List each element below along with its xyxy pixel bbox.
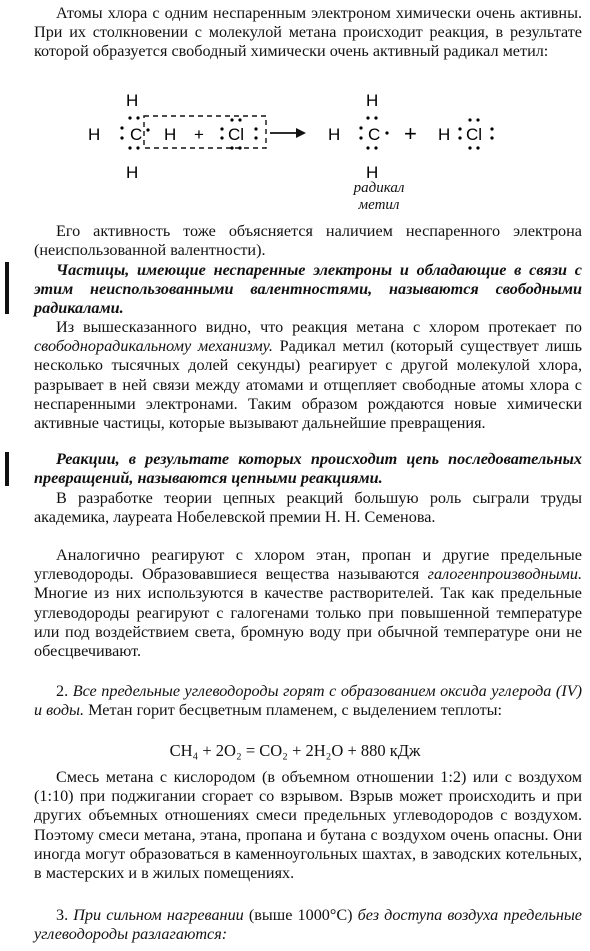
- methyl-c: C: [368, 125, 381, 144]
- methane-c: C: [130, 125, 143, 144]
- paragraph-explosion: Смесь метана с кислородом (в объемном отношении 1:2) или с воздухом (1:10) при поджигании сгорает со взрывом. Взрыв может происходить и при других объемных отношениях смеси предельных углеводородов с воздухом. Поэтому смеси метана, этана, пропана и бутана с воздухом очень опасны. Они иногда могут образоваться в каменноугольных шахтах, в заводских котельных, в мастерских и в жилых помещениях.: [34, 768, 582, 883]
- electron-dot: [136, 146, 139, 149]
- electron-dot: [136, 116, 139, 119]
- methyl-radical-caption: [344, 180, 414, 214]
- paragraph-halogen-derivatives: [34, 546, 582, 661]
- hcl-h: H: [438, 125, 451, 144]
- methyl-h-bottom: H: [366, 163, 379, 182]
- electron-dot: [468, 146, 471, 149]
- electron-dot: [220, 127, 223, 130]
- electron-dot: [120, 126, 123, 129]
- reaction-dashed-box: [144, 116, 266, 148]
- definition-chain-reactions: Реакции, в результате которых происходит цепь последовательных превращений, называются цепными реакциями.: [34, 450, 582, 488]
- electron-dot: [359, 136, 362, 139]
- definition-marker-bar: [5, 262, 9, 314]
- electron-dot: [238, 146, 241, 149]
- electron-dot: [385, 131, 388, 134]
- hcl-cl: Cl: [466, 125, 483, 144]
- electron-dot: [468, 118, 471, 121]
- paragraph-combustion: [34, 682, 582, 720]
- definition-free-radicals: Частицы, имеющие неспаренные электроны и обладающие в связи с этим неиспользованными валентностями, называются свободными радикалами.: [34, 261, 582, 318]
- combustion-statement: Все предельные углеводороды горят с образованием оксида углерода (IV) и воды.: [34, 682, 582, 720]
- combustion-text: Метан горит бесцветным пламенем, с выделением теплоты:: [84, 701, 503, 720]
- electron-dot: [374, 146, 377, 149]
- mechanism-text-a: Из вышесказанного видно, что реакция метана с хлором протекает по: [56, 318, 582, 336]
- methyl-h-top: H: [366, 91, 379, 110]
- electron-dot: [490, 127, 493, 130]
- reaction-arrow-head: [296, 128, 306, 138]
- decomp-condition: При сильном нагревании: [73, 906, 244, 924]
- electron-dot: [366, 146, 369, 149]
- reaction-scheme: [60, 88, 560, 218]
- electron-dot: [120, 136, 123, 139]
- combustion-num: 2.: [56, 682, 73, 700]
- electron-dot: [359, 126, 362, 129]
- mechanism-text-c: Радикал метил (который существует лишь несколько тысячных долей секунды) реагирует с другой молекулой хлора, разрывает в ней связи между атомами и отщепляет свободные атомы хлора с неспаренными электронами. Таким образом рождаются новые химически активные частицы, которые вызывают дальнейшие превращения.: [34, 337, 583, 433]
- definition-marker-bar: [5, 452, 9, 486]
- electron-dot: [230, 118, 233, 121]
- paragraph-activity: Его активность тоже объясняется наличием неспаренного электрона (неиспользованной валентности).: [34, 222, 582, 260]
- electron-dot: [476, 146, 479, 149]
- combustion-equation: CH₄ + 2O₂ = CO₂ + 2H₂O + 880 кДж: [169, 741, 421, 760]
- methane-h-left: H: [88, 125, 101, 144]
- paragraph-semenov: В разработке теории цепных реакций большую роль сыграли труды академика, лауреата Нобелевской премии Н. Н. Семенова.: [34, 489, 582, 527]
- caption-line-2: метил: [358, 197, 400, 213]
- paragraph-decomposition: [34, 906, 582, 944]
- electron-dot: [254, 127, 257, 130]
- electron-dot: [254, 136, 257, 139]
- decomp-num: 3.: [56, 906, 74, 924]
- electron-dot: [366, 116, 369, 119]
- mechanism-term: свободнорадикальному механизму.: [34, 337, 273, 356]
- halogen-text-a: Аналогично реагируют с хлором этан, пропан и другие предельные углеводороды. Образовавшиеся вещества называются: [34, 546, 582, 584]
- electron-dot: [220, 136, 223, 139]
- box-plus: +: [194, 125, 204, 144]
- decomp-statement: без доступа воздуха предельные углеводороды разлагаются:: [34, 906, 582, 944]
- methane-h-bottom: H: [126, 163, 139, 182]
- decomp-temp: (выше 1000°C): [243, 906, 358, 924]
- electron-dot: [458, 127, 461, 130]
- electron-dot: [374, 116, 377, 119]
- halogen-term: галогенпроизводными.: [427, 565, 582, 584]
- electron-dot: [238, 118, 241, 121]
- electron-dot: [146, 128, 149, 131]
- electron-dot: [458, 136, 461, 139]
- electron-dot: [476, 118, 479, 121]
- electron-dot: [128, 116, 131, 119]
- electron-dot: [128, 146, 131, 149]
- methane-h-top: H: [126, 91, 139, 110]
- electron-dot: [230, 146, 233, 149]
- box-h: H: [164, 125, 177, 144]
- paragraph-mechanism: [34, 318, 582, 433]
- electron-dot: [490, 136, 493, 139]
- box-cl: Cl: [228, 125, 245, 144]
- methyl-h-left: H: [328, 125, 341, 144]
- caption-line-1: радикал: [353, 180, 405, 196]
- halogen-text-c: Многие из них используются в качестве растворителей. Так как предельные углеводороды реагируют с галогенами только при повышенной температуре или под воздействием света, бромную воду при обычной температуре они не обесцвечивают.: [34, 584, 582, 661]
- paragraph-intro: Атомы хлора с одним неспаренным электроном химически очень активны. При их столкновении с молекулой метана происходит реакция, в результате которой образуется свободный химически очень активный радикал метил:: [34, 4, 582, 61]
- product-plus: +: [404, 121, 417, 146]
